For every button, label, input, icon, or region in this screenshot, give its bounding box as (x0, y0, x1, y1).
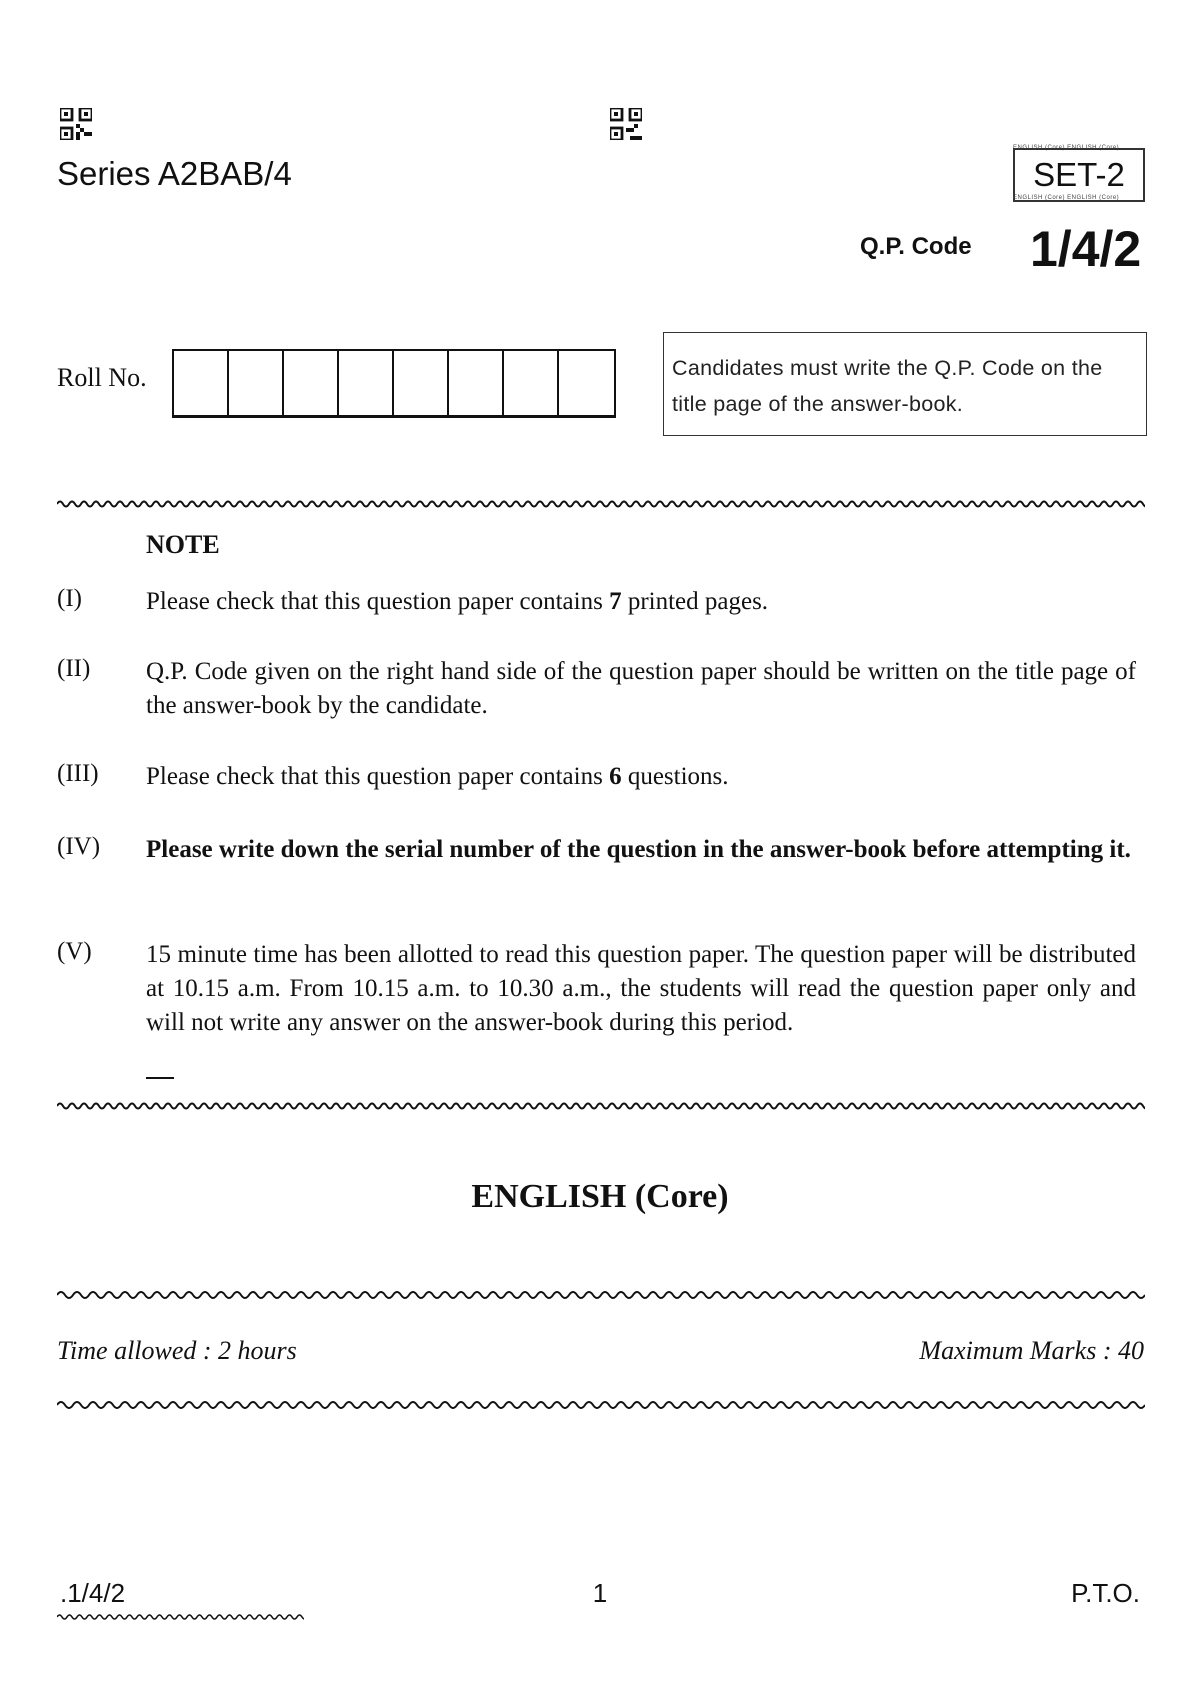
note-title: NOTE (146, 530, 220, 559)
note-item-number: (IV) (57, 833, 101, 860)
wavy-divider (57, 498, 1145, 510)
time-allowed: Time allowed : 2 hours (57, 1336, 297, 1365)
roll-no-box[interactable] (394, 351, 449, 415)
note-item-page-count: 7 (609, 588, 622, 615)
note-item-text-part: printed pages. (621, 588, 769, 615)
note-item-text (146, 760, 1136, 794)
qp-code-label: Q.P. Code (860, 233, 972, 260)
series-label: Series A2BAB/4 (57, 155, 292, 192)
roll-no-box[interactable] (174, 351, 229, 415)
maximum-marks: Maximum Marks : 40 (919, 1336, 1144, 1365)
note-item-number: (I) (57, 585, 82, 612)
dash-mark (146, 1077, 174, 1079)
page-number: 1 (592, 1578, 608, 1608)
note-item-text-part: Please check that this question paper contains (146, 588, 610, 615)
roll-no-boxes[interactable] (172, 349, 616, 418)
set-micro-text-bottom: ENGLISH (Core) ENGLISH (Core) (1013, 195, 1120, 201)
note-item-question-count: 6 (609, 763, 622, 790)
qp-code-notice-text: Candidates must write the Q.P. Code on the title page of the answer-book. (672, 356, 1103, 416)
note-item-number: (II) (57, 655, 91, 682)
wavy-divider (57, 1100, 1145, 1112)
subject-title: ENGLISH (Core) (471, 1178, 729, 1215)
note-item-text-part: Please check that this question paper contains (146, 763, 610, 790)
roll-no-box[interactable] (284, 351, 339, 415)
wavy-divider (57, 1288, 1145, 1302)
roll-no-label: Roll No. (57, 363, 147, 392)
set-micro-text-top: ENGLISH (Core) ENGLISH (Core) (1013, 145, 1120, 151)
roll-no-box[interactable] (449, 351, 504, 415)
note-item-number: (III) (57, 760, 99, 787)
note-item-text: Q.P. Code given on the right hand side of the question paper should be written on the title page of the answer-book by the candidate. (146, 658, 1136, 719)
pto-label: P.T.O. (1071, 1578, 1140, 1608)
roll-no-box[interactable] (504, 351, 559, 415)
set-label: SET-2 (1033, 156, 1125, 193)
qp-code-notice-box (663, 332, 1147, 436)
roll-no-box[interactable] (559, 351, 614, 415)
wavy-divider (57, 1398, 1145, 1412)
qr-code-icon-center (610, 108, 642, 140)
footer-wavy-underline (57, 1612, 304, 1622)
footer-qp-code: .1/4/2 (60, 1578, 126, 1608)
note-item-text: 15 minute time has been allotted to read this question paper. The question paper will be distributed at 10.15 a.m. From 10.15 a.m. to 10.30 a.m., the students will read the question paper only and will not write any answer on the answer-book during this period. (146, 941, 1136, 1036)
roll-no-box[interactable] (339, 351, 394, 415)
qr-code-icon-left (60, 108, 92, 140)
note-item-number: (V) (57, 938, 92, 965)
note-item-text-part: questions. (621, 763, 729, 790)
roll-no-box[interactable] (229, 351, 284, 415)
note-item-text: Please write down the serial number of the question in the answer-book before attempting it. (146, 836, 1131, 863)
set-badge (1013, 148, 1145, 202)
qp-code-value: 1/4/2 (1030, 221, 1142, 277)
note-item-text (146, 585, 1136, 619)
